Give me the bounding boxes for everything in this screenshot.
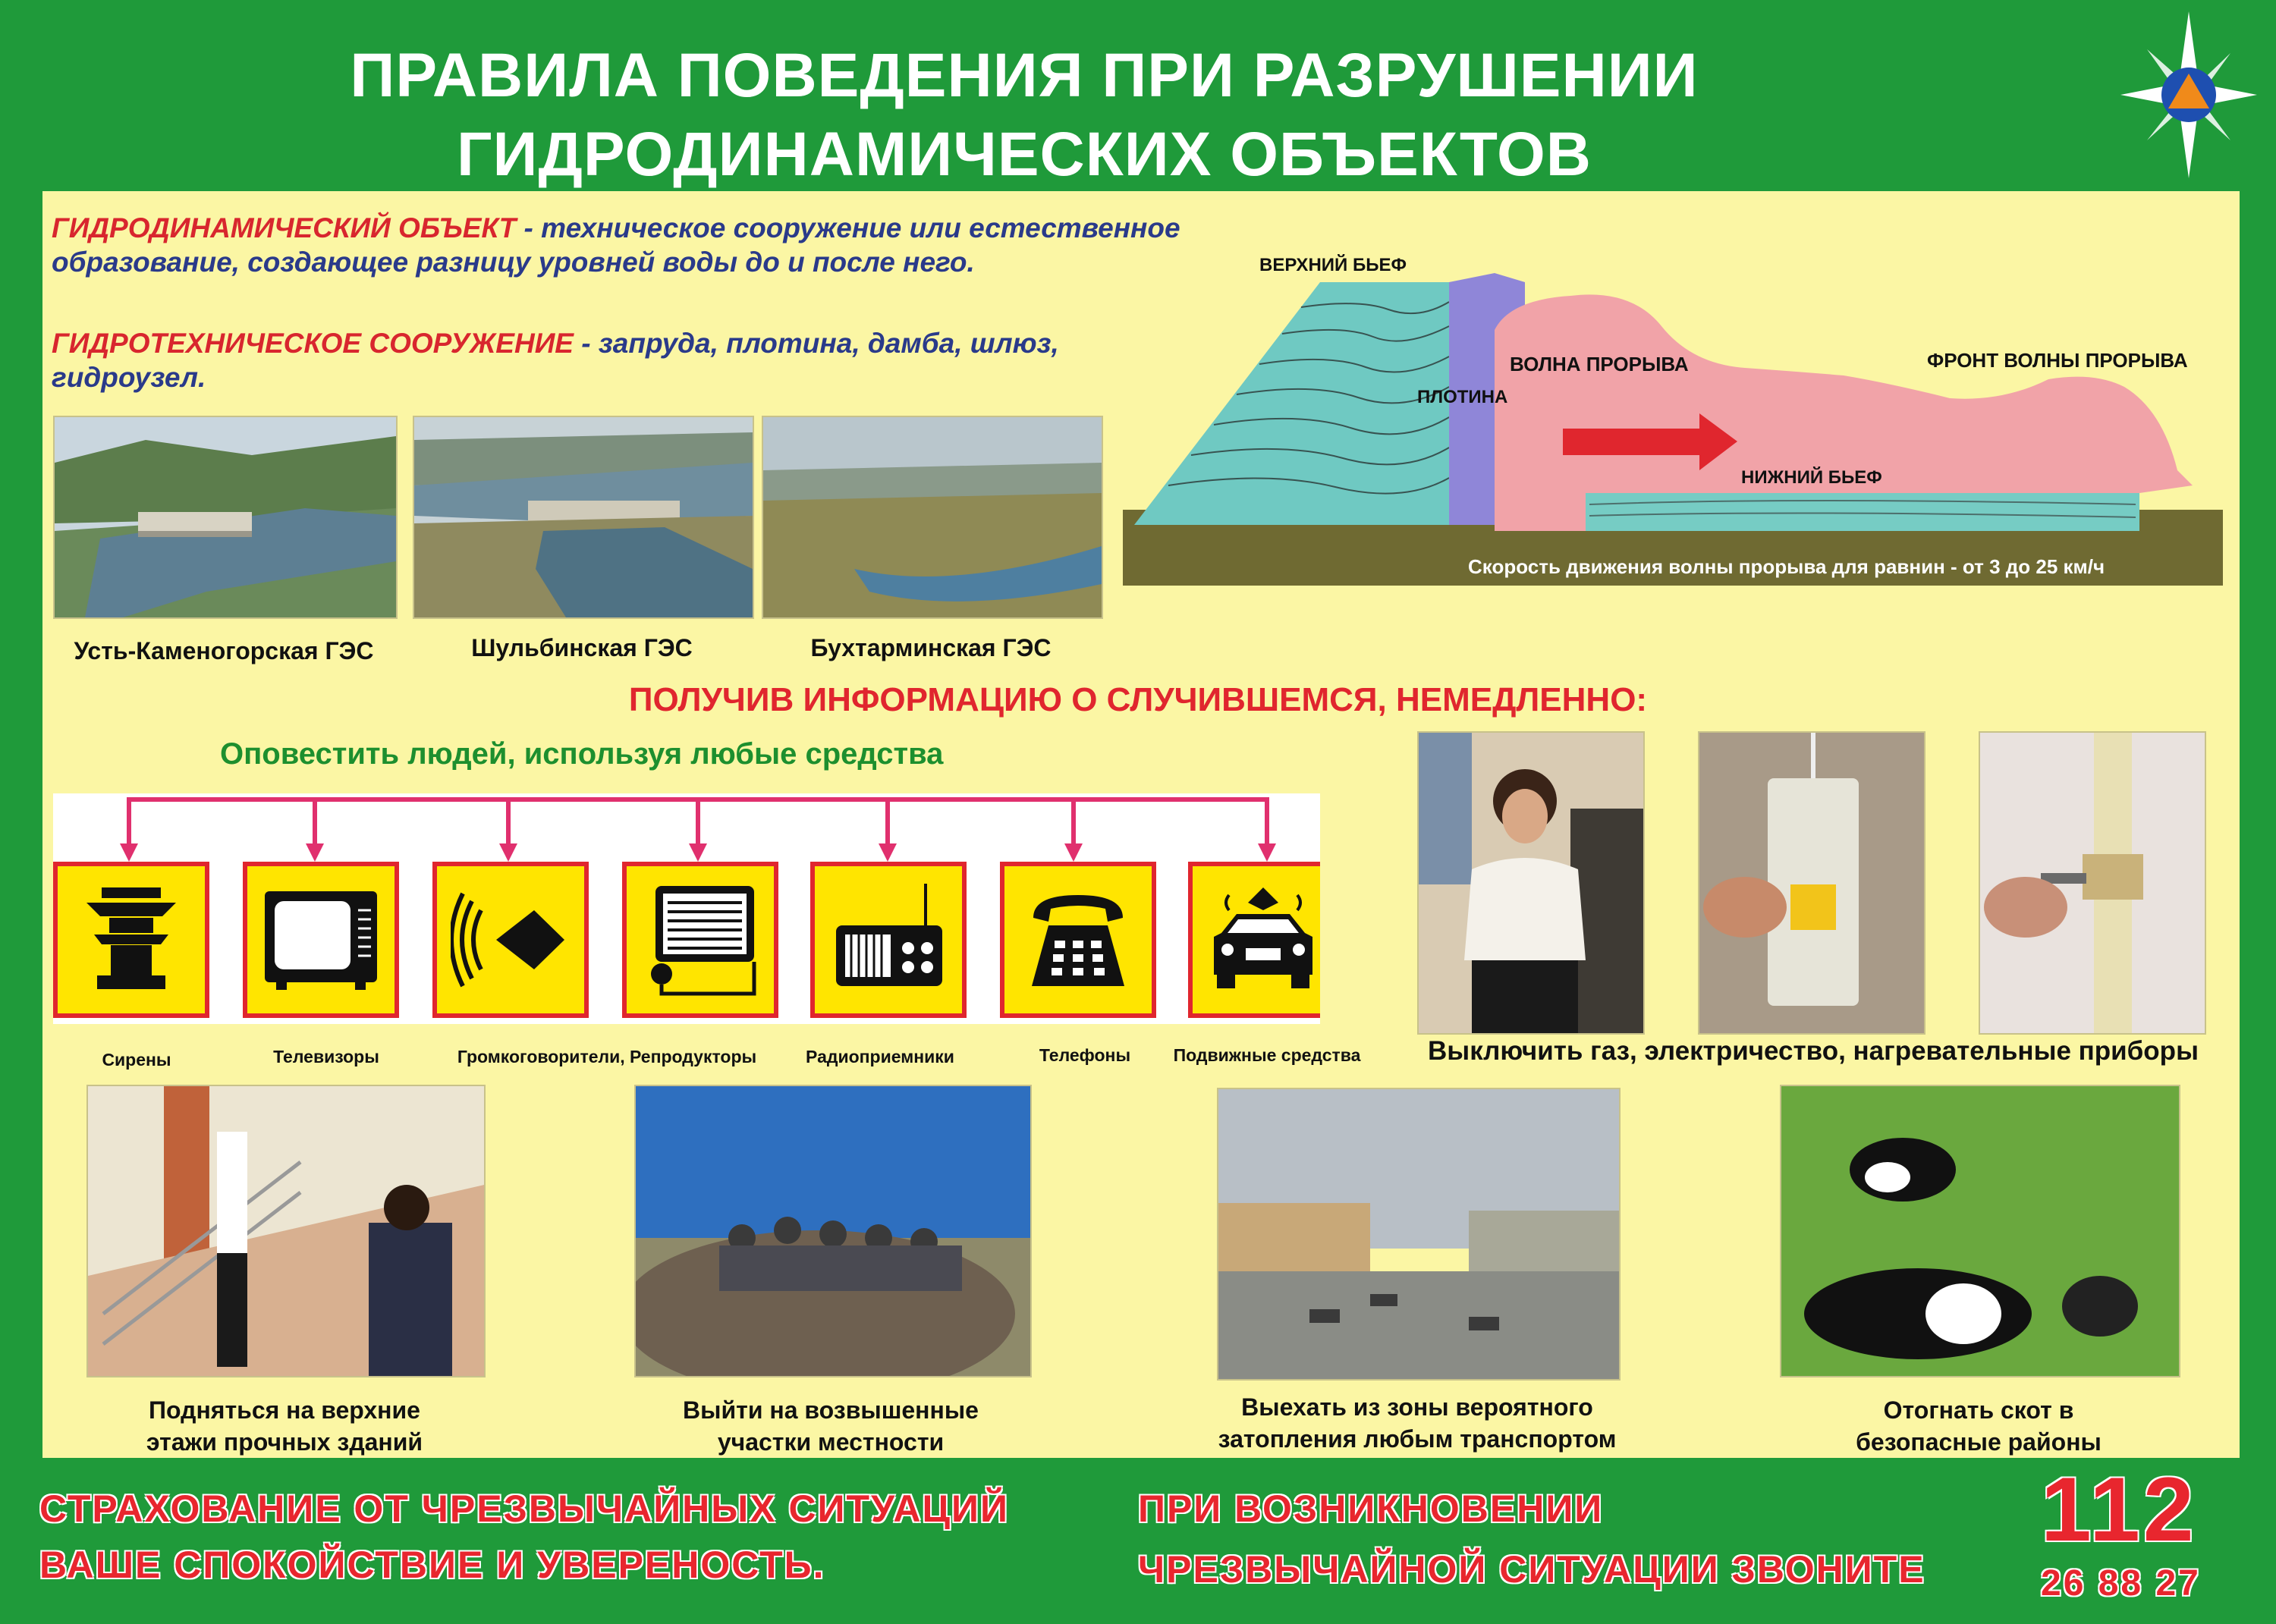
action-2-line-1: Выйти на возвышенные xyxy=(683,1396,979,1424)
photo-woman-office xyxy=(1417,731,1645,1035)
label-breach-wave: ВОЛНА ПРОРЫВА xyxy=(1510,353,1689,375)
radio-receiver-icon xyxy=(828,880,948,1000)
action-3-line-2: затопления любым транспортом xyxy=(1218,1425,1617,1453)
label-tvs: Телевизоры xyxy=(273,1047,379,1066)
action-caption-upper-floors xyxy=(68,1394,501,1458)
dam-photo-shulbinsk xyxy=(413,416,754,619)
tile-alert-car xyxy=(1188,862,1320,1018)
action-4-line-2: безопасные районы xyxy=(1856,1428,2102,1456)
tile-loudspeaker-unit xyxy=(622,862,778,1018)
action-caption-leave-zone xyxy=(1174,1391,1660,1455)
tile-telephone xyxy=(1000,862,1156,1018)
instructions-heading: ПОЛУЧИВ ИНФОРМАЦИЮ О СЛУЧИВШЕМСЯ, НЕМЕДЛЕННО: xyxy=(628,681,1648,718)
telephone-icon xyxy=(1018,880,1138,1000)
tile-siren xyxy=(53,862,209,1018)
action-2-line-2: участки местности xyxy=(717,1428,945,1456)
alert-car-icon xyxy=(1206,880,1306,1000)
label-wave-front: ФРОНТ ВОЛНЫ ПРОРЫВА xyxy=(1927,349,2188,372)
dam-break-diagram xyxy=(1115,243,2230,599)
action-caption-cattle xyxy=(1768,1394,2190,1458)
tile-tv xyxy=(243,862,399,1018)
action-1-line-1: Подняться на верхние xyxy=(149,1396,420,1424)
action-4-line-1: Отогнать скот в xyxy=(1883,1396,2074,1424)
term-hydrotechnical-structure: ГИДРОТЕХНИЧЕСКОЕ СООРУЖЕНИЕ xyxy=(52,328,574,359)
definition-text-1: - техническое сооружение или естественное образование, создающее разницу уровней воды до и после него. xyxy=(52,212,1180,278)
action-1-line-2: этажи прочных зданий xyxy=(146,1428,423,1456)
insurance-line-1: СТРАХОВАНИЕ ОТ ЧРЕЗВЫЧАЙНЫХ СИТУАЦИЙ xyxy=(39,1487,1009,1530)
definition-hydrotechnical xyxy=(52,326,1220,394)
photo-stairs xyxy=(86,1085,486,1377)
label-lower-pool: НИЖНИЙ БЬЕФ xyxy=(1741,467,1882,488)
dam-photo-bukhtarma xyxy=(762,416,1103,619)
label-dam: ПЛОТИНА xyxy=(1417,387,1508,407)
photo-gas-valve xyxy=(1979,731,2206,1035)
label-loudspeakers: Громкоговорители, Репродукторы xyxy=(457,1047,757,1066)
definition-hydrodynamic xyxy=(52,211,1220,279)
notify-people-text: Оповестить людей, используя любые средства xyxy=(220,737,944,771)
term-hydrodynamic-object: ГИДРОДИНАМИЧЕСКИЙ ОБЪЕКТ xyxy=(52,212,517,243)
tile-loudspeaker xyxy=(432,862,589,1018)
definition-text-2: - запруда, плотина, дамба, шлюз, гидроузел. xyxy=(52,328,1059,393)
page-title xyxy=(0,36,2048,194)
siren-icon xyxy=(71,880,191,1000)
turn-off-caption: Выключить газ, электричество, нагревательные приборы xyxy=(1428,1036,2199,1066)
photo-breaker-box xyxy=(1698,731,1925,1035)
tile-radio xyxy=(810,862,967,1018)
action-3-line-1: Выехать из зоны вероятного xyxy=(1241,1393,1593,1421)
emergency-number: 112 xyxy=(2041,1459,2197,1560)
emergency-star-icon xyxy=(2117,8,2261,182)
label-mobile-means: Подвижные средства xyxy=(1173,1045,1361,1065)
dam-caption-3: Бухтарминская ГЭС xyxy=(810,634,1052,661)
speaker-box-icon xyxy=(640,880,760,1000)
dam-caption-1: Усть-Каменогорская ГЭС xyxy=(74,637,374,664)
label-upper-pool: ВЕРХНИЙ БЬЕФ xyxy=(1259,255,1407,275)
photo-hilltop xyxy=(634,1085,1032,1377)
photo-cattle xyxy=(1780,1085,2180,1377)
label-speed-note: Скорость движения волны прорыва для равнин - от 3 до 25 км/ч xyxy=(1468,555,2105,578)
call-line-1: ПРИ ВОЗНИКНОВЕНИИ xyxy=(1138,1487,1604,1530)
local-phone-number: 26 88 27 xyxy=(2041,1563,2201,1604)
call-line-2: ЧРЕЗВЫЧАЙНОЙ СИТУАЦИИ ЗВОНИТЕ xyxy=(1138,1548,1925,1591)
title-line-1: ПРАВИЛА ПОВЕДЕНИЯ ПРИ РАЗРУШЕНИИ xyxy=(350,41,1699,110)
dam-photo-ust-kamenogorsk xyxy=(53,416,398,619)
tv-icon xyxy=(261,880,381,1000)
loudspeaker-icon xyxy=(451,880,571,1000)
label-sirens: Сирены xyxy=(102,1050,171,1070)
dam-caption-2: Шульбинская ГЭС xyxy=(471,634,693,661)
photo-town-traffic xyxy=(1217,1088,1621,1381)
label-radios: Радиоприемники xyxy=(806,1047,954,1066)
insurance-line-2: ВАШЕ СПОКОЙСТВИЕ И УВЕРЕНОСТЬ. xyxy=(39,1544,825,1586)
title-line-2: ГИДРОДИНАМИЧЕСКИХ ОБЪЕКТОВ xyxy=(457,120,1592,189)
action-caption-high-ground xyxy=(615,1394,1047,1458)
label-phones: Телефоны xyxy=(1039,1045,1131,1065)
